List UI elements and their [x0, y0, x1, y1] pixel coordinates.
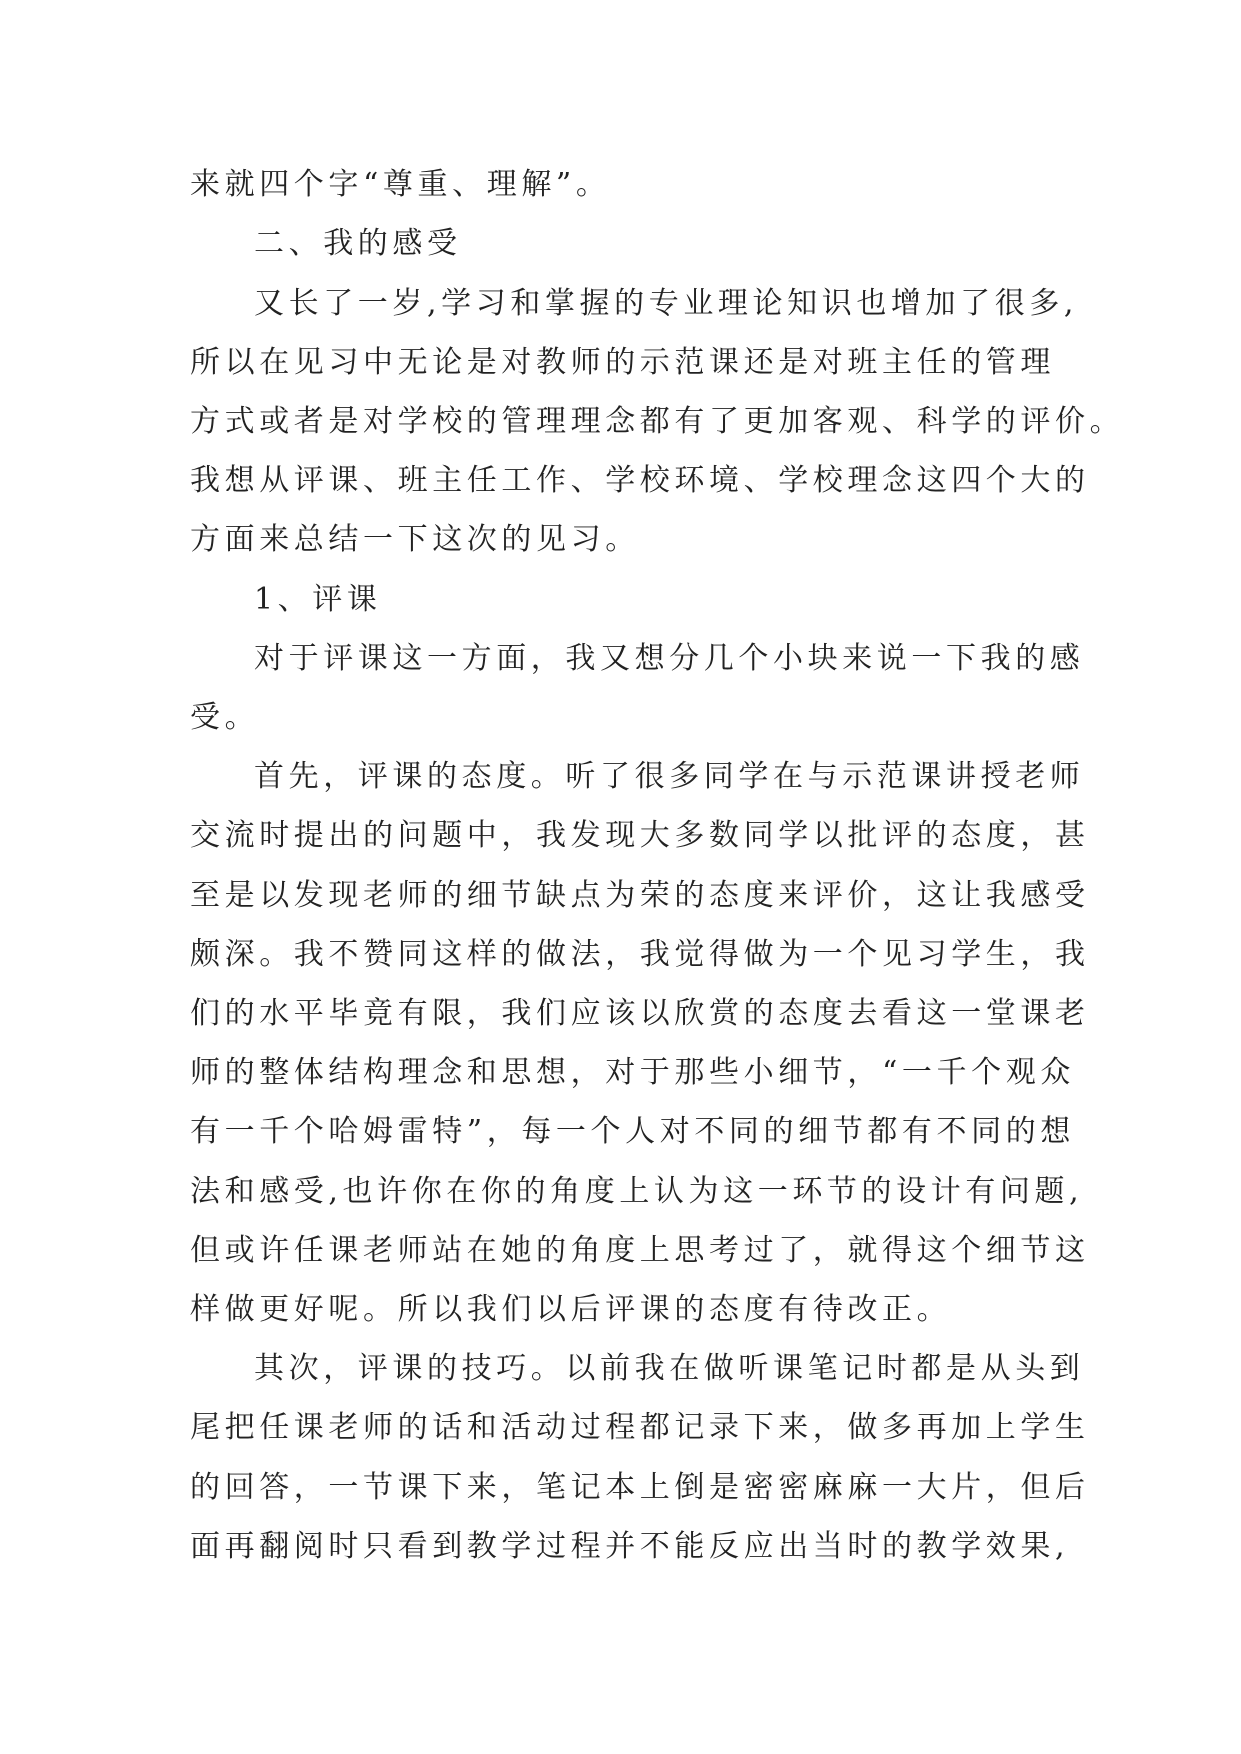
text-line: 方面来总结一下这次的见习。 — [190, 522, 640, 557]
text-line: 来就四个字“尊重、理解”。 — [190, 167, 611, 202]
text-line: 法和感受,也许你在你的角度上认为这一环节的设计有问题, — [190, 1174, 1084, 1209]
paragraph-start: 其次，评课的技巧。以前我在做听课笔记时都是从头到 — [254, 1351, 1085, 1386]
text-line: 至是以发现老师的细节缺点为荣的态度来评价，这让我感受 — [190, 878, 1090, 913]
text-line: 师的整体结构理念和思想，对于那些小细节，“一千个观众 — [190, 1055, 1075, 1090]
text-line: 我想从评课、班主任工作、学校环境、学校理念这四个大的 — [190, 463, 1090, 498]
text-line: 但或许任课老师站在她的角度上思考过了，就得这个细节这 — [190, 1233, 1090, 1268]
text-line: 所以在见习中无论是对教师的示范课还是对班主任的管理 — [190, 345, 1055, 380]
text-line: 方式或者是对学校的管理理念都有了更加客观、科学的评价。 — [190, 404, 1125, 439]
text-line: 们的水平毕竟有限，我们应该以欣赏的态度去看这一堂课老 — [190, 996, 1090, 1031]
paragraph-start: 对于评课这一方面，我又想分几个小块来说一下我的感 — [254, 641, 1085, 676]
paragraph-start: 首先，评课的态度。听了很多同学在与示范课讲授老师 — [254, 759, 1085, 794]
text-line: 尾把任课老师的话和活动过程都记录下来，做多再加上学生 — [190, 1410, 1090, 1445]
section-heading: 二、我的感受 — [254, 226, 462, 261]
subsection-heading: 1、评课 — [254, 582, 382, 617]
text-line: 面再翻阅时只看到教学过程并不能反应出当时的教学效果, — [190, 1529, 1070, 1564]
text-line: 受。 — [190, 700, 260, 735]
text-line: 交流时提出的问题中，我发现大多数同学以批评的态度，甚 — [190, 818, 1090, 853]
text-line: 样做更好呢。所以我们以后评课的态度有待改正。 — [190, 1292, 952, 1327]
text-line: 有一千个哈姆雷特”，每一个人对不同的细节都有不同的想 — [190, 1114, 1075, 1149]
text-line: 的回答，一节课下来，笔记本上倒是密密麻麻一大片，但后 — [190, 1470, 1090, 1505]
paragraph-start: 又长了一岁,学习和掌握的专业理论知识也增加了很多, — [254, 286, 1079, 321]
text-line: 颇深。我不赞同这样的做法，我觉得做为一个见习学生，我 — [190, 937, 1090, 972]
